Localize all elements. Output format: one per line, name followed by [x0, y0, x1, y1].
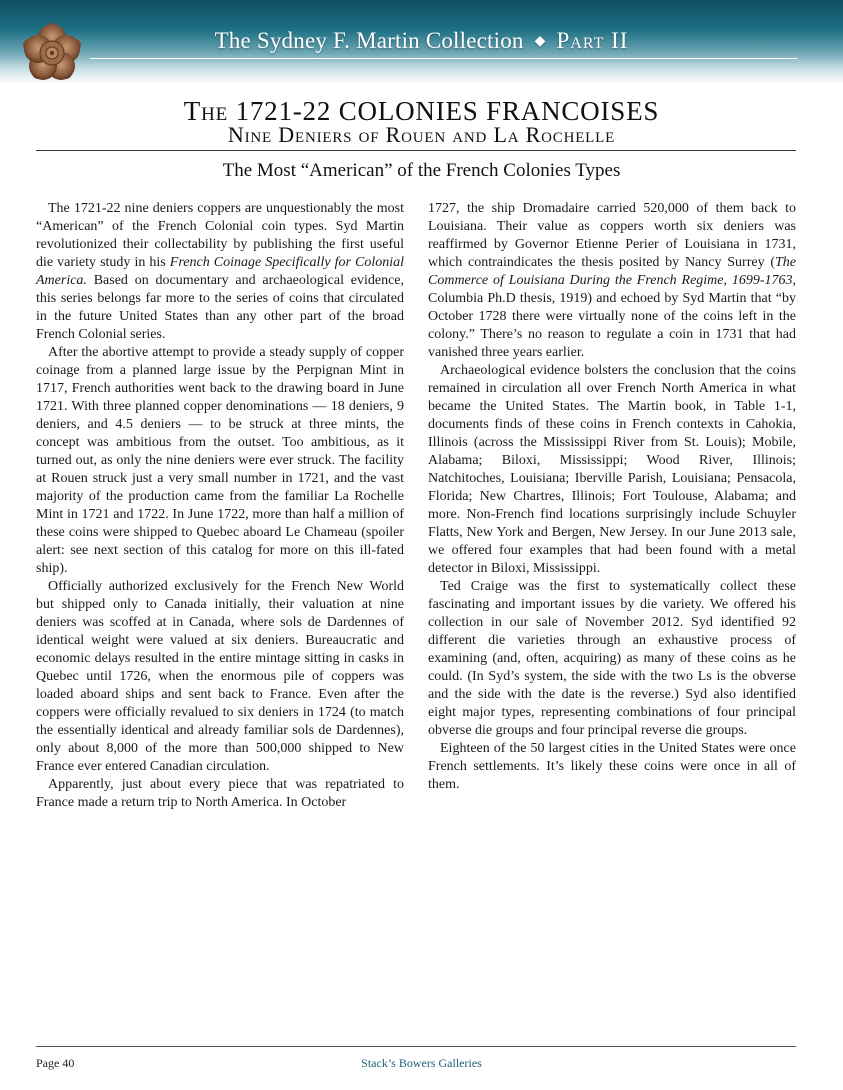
footer-divider [36, 1046, 796, 1047]
left-column [36, 200, 404, 812]
title-divider [36, 150, 796, 151]
paragraph: Archaeological evidence bolsters the conclusion that the coins remained in circulation all over French North America in what became the United States. The Martin book, in Table 1-1, documents finds of these coins in French contexts in Cahokia, Illinois (across the Mississippi River from St. Louis); Mobile, Alabama; Biloxi, Mississippi; Wood River, Illinois; Natchitoches, Louisiana; Iberville Parish, Louisiana; Pensacola, Florida; New Chartres, Illinois; Fort Toulouse, Alabama; and more. Non-French find locations surprisingly include Schuyler Flatts, New York and Bergen, New Jersey. In our June 2013 sale, we offered four examples that had been found with a metal detector in Biloxi, Mississippi. [428, 363, 796, 576]
page-subtitle: The Most “American” of the French Colonies Types [222, 160, 621, 181]
header-banner [0, 0, 843, 84]
paragraph: Apparently, just about every piece that was repatriated to France made a return trip to North America. In October [36, 777, 404, 810]
header-rule [90, 58, 797, 59]
paragraph: 1727, the ship Dromadaire carried 520,000 of them back to Louisiana. Their value as coppers worth six deniers was reaffirmed by Governor Etienne Perier of Louisiana in 1731, which contraindicates the thesis posited by Nancy Surrey (The Commerce of Louisiana During the French Regime, 1699-1763, Columbia Ph.D thesis, 1919) and echoed by Syd Martin that “by October 1728 there were virtually none of the coins left in the colony.” There’s no reason to regulate a coin in 1731 that had vanished three years earlier. [428, 201, 796, 360]
right-column [428, 200, 796, 794]
paragraph: After the abortive attempt to provide a steady supply of copper coinage from a planned large issue by the Perpignan Mint in 1717, French authorities went back to the drawing board in June 1721. With three planned copper denominations — 18 deniers, 9 deniers, and 4.5 deniers — to be struck at three mints, the concept was ambitious from the outset. Too ambitious, as it turned out, as only the nine deniers were ever struck. The facility at Rouen struck just a very small number in 1721, and the vast majority of the production came from the familiar La Rochelle Mint in 1721 and 1722. In June 1722, more than half a million of these coins were shipped to Quebec aboard Le Chameau (spoiler alert: see next section of this catalog for more on this ill-fated ship). [36, 345, 404, 576]
publisher-name: Stack’s Bowers Galleries [361, 1056, 482, 1070]
paragraph: The 1721-22 nine deniers coppers are unquestionably the most “American” of the French Colonial coin types. Syd Martin revolutionized their collectability by publishing the first useful die variety study in his French Coinage Specifically for Colonial America. Based on documentary and archaeological evidence, this series belongs far more to the series of coins that circulated in the future United States than any other part of the broad French Colonial series. [36, 201, 404, 342]
paragraph: Officially authorized exclusively for the French New World but shipped only to Canada initially, their valuation at nine deniers was scoffed at in Canada, where sols de Dardennes of identical weight were valued at six deniers. Bureaucratic and economic delays resulted in the entire mintage sitting in casks in Quebec until 1726, when the enormous pile of coppers was loaded aboard ships and sent back to France. Even after the coppers were officially revalued to six deniers in 1724 (to match the essentially identical and already familiar sols de Dardennes), only about 8,000 of the more than 500,000 shipped to New France ever entered Canadian circulation. [36, 579, 404, 774]
paragraph: Eighteen of the 50 largest cities in the United States were once French settlements. It’s likely these coins were once in all of them. [428, 741, 796, 792]
page-title-line-2: Nine Deniers of Rouen and La Rochelle [227, 122, 616, 147]
collection-header [0, 28, 843, 54]
paragraph: Ted Craige was the first to systematically collect these fascinating and important issues by die variety. We offered his collection in our sale of November 2012. Syd identified 92 different die varieties through an exhaustive process of examining (and, often, acquiring) as many of these coins as he could. (In Syd’s system, the side with the two Ls is the obverse and the side with the date is the reverse.) Syd also identified eight major types, representing combinations of four principal obverse die groups and four principal reverse die groups. [428, 579, 796, 738]
diamond-separator-icon: ◆ [534, 34, 546, 49]
page-title: The 1721-22 COLONIES FRANCOISES [183, 96, 660, 126]
page-number: Page 40 [36, 1056, 75, 1070]
collection-title: The Sydney F. Martin Collection [214, 28, 524, 53]
collection-part: Part II [556, 28, 629, 53]
